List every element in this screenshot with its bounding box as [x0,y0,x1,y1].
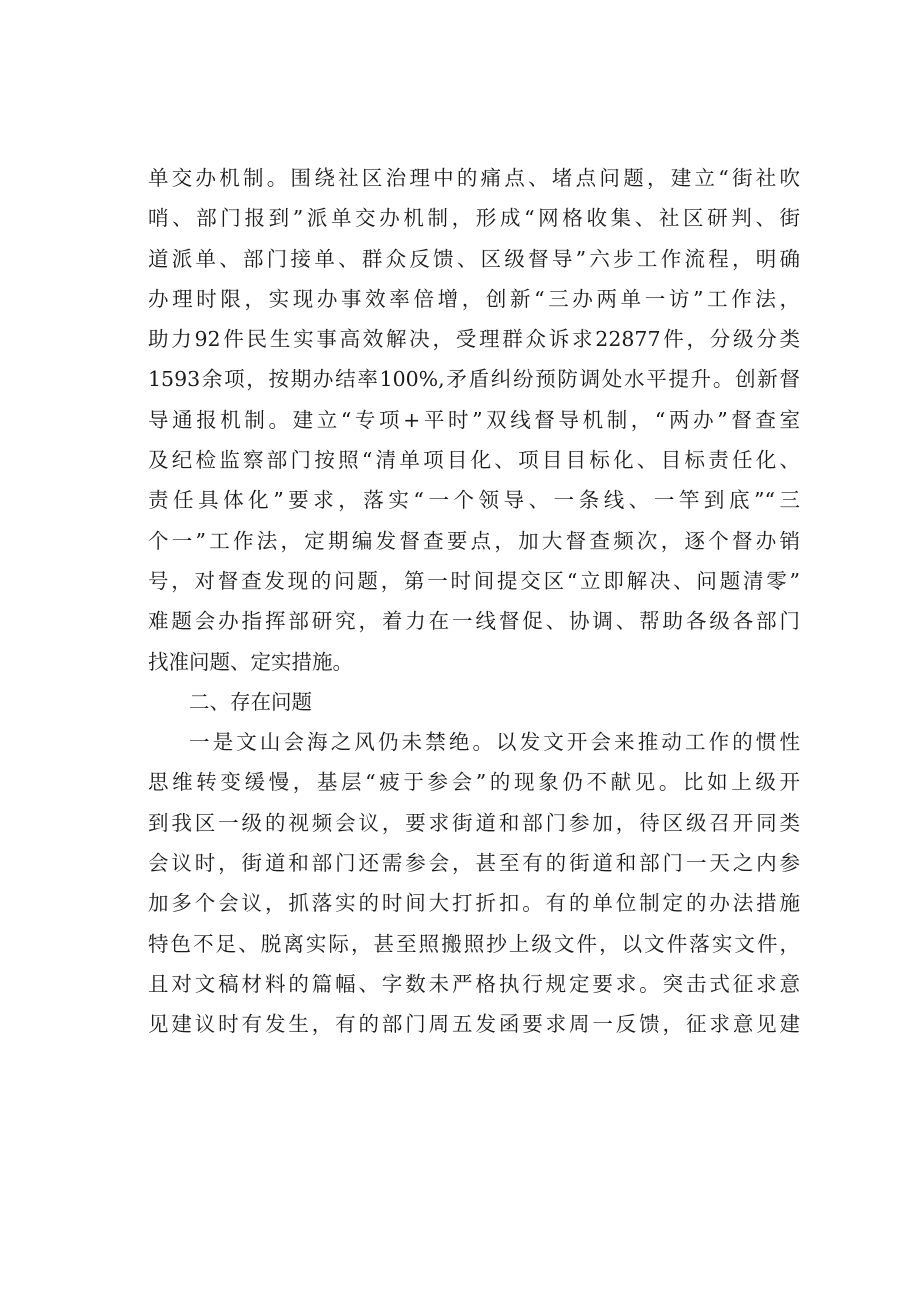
paragraph-problems [148,722,800,1044]
text-line: 单交办机制。围绕社区治理中的痛点、堵点问题，建立“街社吹 [148,166,800,190]
text-line: 导通报机制。建立“专项+平时”双线督导机制，“两办”督查室 [148,407,800,432]
text-line: 到我区一级的视频会议，要求街道和部门参加，待区级召开同类 [148,810,800,835]
section-heading: 二、存在问题 [189,689,312,714]
text-line: 哨、部门报到”派单交办机制，形成“网格收集、社区研判、街 [148,206,800,231]
text-line: 号，对督查发现的问题，第一时间提交区“立即解决、问题清零” [148,568,800,593]
text-line: 见建议时有发生，有的部门周五发函要求周一反馈，征求意见建 [148,1012,800,1037]
text-line: 一是文山会海之风仍未禁绝。以发文开会来推动工作的惯性 [189,730,800,755]
text-line: 加多个会议，抓落实的时间大打折扣。有的单位制定的办法措施 [148,891,800,916]
text-line: 助力92件民生实事高效解决，受理群众诉求22877件，分级分类 [148,327,800,352]
document-body [148,158,800,1045]
text-line: 会议时，街道和部门还需参会，甚至有的街道和部门一天之内参 [148,851,800,876]
text-line: 办理时限，实现办事效率倍增，创新“三办两单一访”工作法， [148,286,800,311]
text-line: 道派单、部门接单、群众反馈、区级督导”六步工作流程，明确 [148,246,800,271]
text-line: 且对文稿材料的篇幅、字数未严格执行规定要求。突击式征求意 [148,971,800,996]
text-line: 难题会办指挥部研究，着力在一线督促、协调、帮助各级各部门 [148,609,800,634]
text-line: 特色不足、脱离实际，甚至照搬照抄上级文件，以文件落实文件， [148,931,800,956]
text-line: 1593余项，按期办结率100%,矛盾纠纷预防调处水平提升。创新督 [148,367,800,392]
text-line: 思维转变缓慢，基层“疲于参会”的现象仍不献见。比如上级开 [148,770,800,795]
text-line: 找准问题、定实措施。 [148,649,353,674]
paragraph-mechanism [148,158,800,682]
text-line: 及纪检监察部门按照“清单项目化、项目目标化、目标责任化、 [148,448,800,473]
text-line: 个一”工作法，定期编发督查要点，加大督查频次，逐个督办销 [148,528,800,553]
text-line: 责任具体化”要求，落实“一个领导、一条线、一竿到底”“三 [148,488,800,513]
